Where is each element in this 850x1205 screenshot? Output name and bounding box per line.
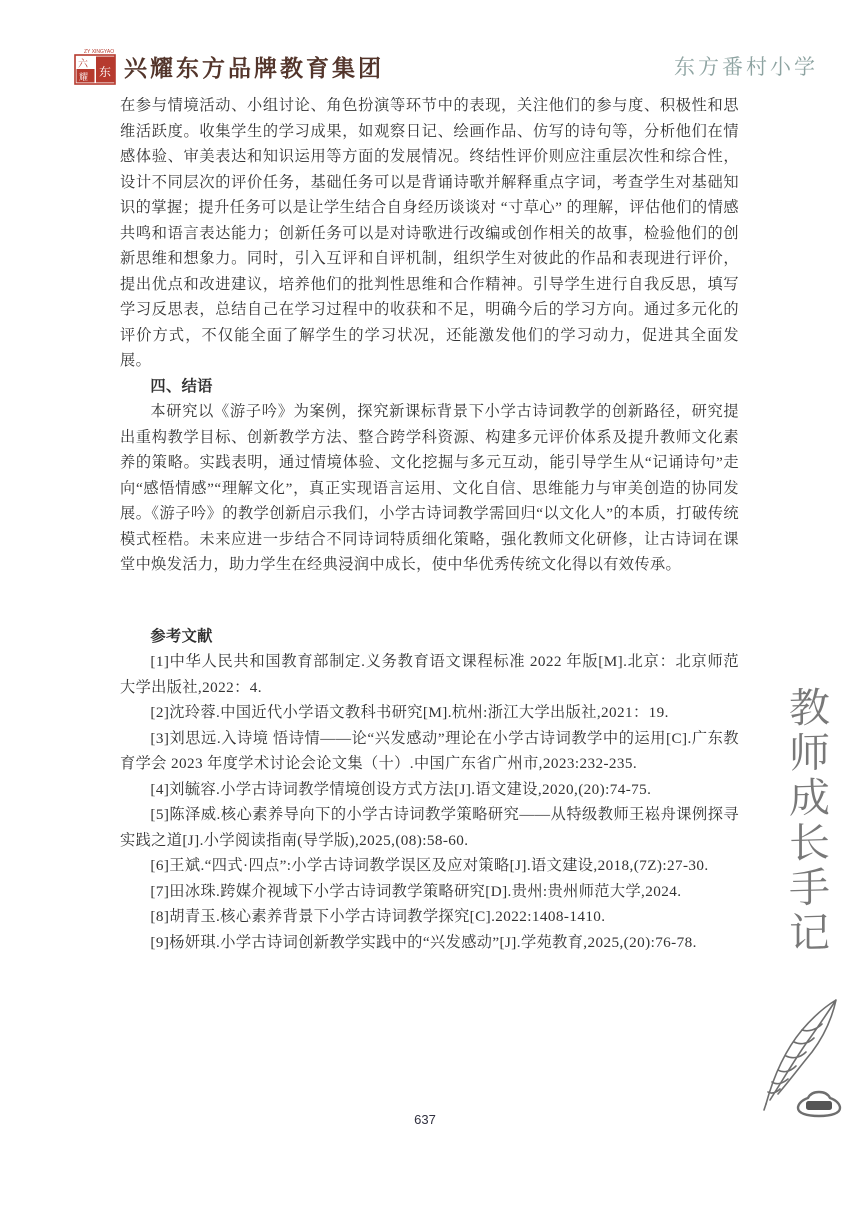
reference-item: [9]杨妍琪.小学古诗词创新教学实践中的“兴发感动”[J].学苑教育,2025,(20):76-78. bbox=[150, 933, 697, 951]
svg-text:耀: 耀 bbox=[79, 72, 89, 82]
calligraphy-teacher-growth-notes: 教师成长手记 bbox=[782, 685, 830, 957]
reference-item: [1]中华人民共和国教育部制定.义务教育语文课程标准 2022 年版[M].北京：北京师范大学出版社,2022：4. bbox=[120, 653, 739, 696]
references-list bbox=[120, 649, 739, 955]
reference-item: [5]陈泽威.核心素养导向下的小学古诗词教学策略研究——从特级教师王崧舟课例探寻实践之道[J].小学阅读指南(导学版),2025,(08):58-60. bbox=[120, 806, 739, 849]
school-name: 东方番村小学 bbox=[674, 55, 818, 79]
page-number: 637 bbox=[414, 1112, 436, 1127]
reference-item: [7]田冰珠.跨媒介视域下小学古诗词教学策略研究[D].贵州:贵州师范大学,2024. bbox=[150, 882, 682, 900]
brand-seal-icon bbox=[74, 46, 116, 86]
reference-item: [6]王斌.“四式·四点”:小学古诗词教学误区及应对策略[J].语文建设,2018,(7Z):27-30. bbox=[150, 857, 709, 874]
svg-text:六: 六 bbox=[78, 59, 88, 70]
reference-item: [4]刘毓容.小学古诗词教学情境创设方式方法[J].语文建设,2020,(20):74-75. bbox=[150, 780, 652, 798]
brand-title: 兴耀东方品牌教育集团 bbox=[124, 55, 384, 81]
brand-group bbox=[74, 46, 384, 86]
reference-item: [8]胡青玉.核心素养背景下小学古诗词教学探究[C].2022:1408-1410. bbox=[150, 908, 606, 925]
section-heading-conclusion: 四、结语 bbox=[150, 377, 213, 395]
svg-text:ZY XINGYAO: ZY XINGYAO bbox=[84, 49, 115, 55]
paragraph-evaluation: 在参与情境活动、小组讨论、角色扮演等环节中的表现，关注他们的参与度、积极性和思维活跃度。收集学生的学习成果，如观察日记、绘画作品、仿写的诗句等，分析他们在情感体验、审美表达和知识运用等方面的发展情况。终结性评价则应注重层次性和综合性，设计不同层次的评价任务，基础任务可以是背诵诗歌并解释重点字词，考查学生对基础知识的掌握；提升任务可以是让学生结合自身经历谈谈对 “寸草心” 的理解，评估他们的情感共鸣和语言表达能力；创新任务可以是对诗歌进行改编或创作相关的故事，检验他们的创新思维和想象力。同时，引入互评和自评机制，组织学生对彼此的作品和表现进行评价，提出优点和改进建议，培养他们的批判性思维和合作精神。引导学生进行自我反思，填写学习反思表，总结自己在学习过程中的收获和不足，明确今后的学习方向。通过多元化的评价方式，不仅能全面了解学生的学习状况，还能激发他们的学习动力，促进其全面发展。 bbox=[120, 97, 739, 369]
svg-text:东: 东 bbox=[99, 65, 112, 79]
reference-item: [2]沈玲蓉.中国近代小学语文教科书研究[M].杭州:浙江大学出版社,2021：19. bbox=[150, 704, 669, 721]
page-header bbox=[74, 46, 818, 86]
reference-item: [3]刘思远.入诗境 悟诗情——论“兴发感动”理论在小学古诗词教学中的运用[C].广东教育学会 2023 年度学术讨论会论文集（十）.中国广东省广州市,2023:232-235. bbox=[120, 729, 739, 772]
paragraph-conclusion: 本研究以《游子吟》为案例，探究新课标背景下小学古诗词教学的创新路径，研究提出重构教学目标、创新教学方法、整合跨学科资源、构建多元评价体系及提升教师文化素养的策略。实践表明，通过情境体验、文化挖掘与多元互动，能引导学生从“记诵诗句”走向“感悟情感”“理解文化”，真正实现语言运用、文化自信、思维能力与审美创造的协同发展。《游子吟》的教学创新启示我们，小学古诗词教学需回归“以文化人”的本质，打破传统模式桎梏。未来应进一步结合不同诗词特质细化策略，强化教师文化研修，让古诗词在课堂中焕发活力，助力学生在经典浸润中成长，使中华优秀传统文化得以有效传承。 bbox=[120, 403, 739, 573]
document-body bbox=[120, 93, 739, 955]
quill-ink-icon bbox=[752, 996, 844, 1126]
references-heading: 参考文献 bbox=[150, 627, 213, 645]
